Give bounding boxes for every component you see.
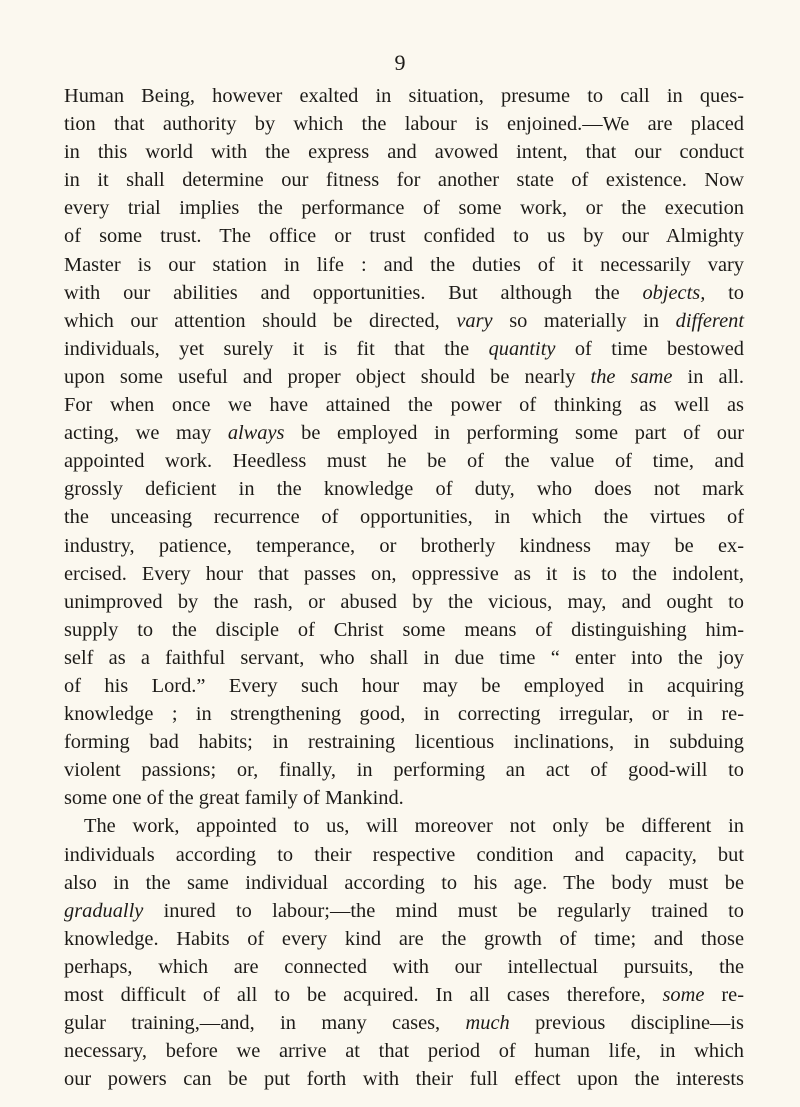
text-line bbox=[64, 1009, 744, 1037]
text-segment: which our attention should be directed, bbox=[64, 309, 457, 332]
italic-segment: gradually bbox=[64, 899, 144, 922]
text-line bbox=[64, 307, 744, 335]
text-line bbox=[64, 279, 744, 307]
text-segment: every trial implies the performance of some work, or the execution bbox=[64, 197, 744, 220]
italic-segment: different bbox=[675, 309, 744, 332]
text-segment: with our abilities and opportunities. But although the bbox=[64, 281, 643, 304]
text-line bbox=[64, 588, 744, 616]
text-segment: The work, appointed to us, will moreover not only be different in bbox=[84, 815, 744, 838]
text-segment: acting, we may bbox=[64, 422, 228, 445]
text-segment: inured to labour;—the mind must be regularly trained to bbox=[143, 899, 744, 922]
text-segment: individuals according to their respective condition and capacity, but bbox=[64, 843, 744, 866]
text-segment: appointed work. Heedless must he be of the value of time, and bbox=[64, 450, 744, 473]
text-segment: gular training,—and, in many cases, bbox=[64, 1012, 466, 1035]
text-segment: of his Lord.” Every such hour may be employed in acquiring bbox=[64, 674, 744, 697]
text-segment: perhaps, which are connected with our intellectual pursuits, the bbox=[64, 955, 744, 978]
text-line bbox=[64, 110, 744, 138]
text-segment: industry, patience, temperance, or brotherly kindness may be ex- bbox=[64, 534, 744, 557]
text-line bbox=[64, 363, 744, 391]
text-segment: forming bad habits; in restraining licentious inclinations, in subduing bbox=[64, 731, 744, 754]
text-segment: most difficult of all to be acquired. In all cases therefore, some re- bbox=[64, 984, 744, 1006]
text-line bbox=[64, 194, 744, 222]
text-segment: of time bestowed bbox=[555, 337, 744, 360]
text-segment: knowledge. Habits of every kind are the growth of time; and those bbox=[64, 927, 744, 950]
text-segment: tion that authority by which the labour is enjoined.—We are placed bbox=[64, 113, 744, 136]
text-segment: some one of the great family of Mankind. bbox=[64, 787, 404, 810]
text-line bbox=[64, 756, 744, 784]
text-line bbox=[64, 728, 744, 756]
italic-segment: always bbox=[227, 422, 285, 445]
text-line bbox=[64, 475, 744, 503]
italic-segment: vary bbox=[456, 309, 493, 332]
text-segment: in all. bbox=[672, 365, 744, 388]
body-text bbox=[64, 82, 744, 1093]
text-segment: of some trust. The office or trust confided to us by our Almighty bbox=[64, 225, 744, 248]
text-line bbox=[64, 560, 744, 588]
text-segment: upon some useful and proper object should be nearly bbox=[64, 365, 591, 388]
text-segment: For when once we have attained the power of thinking as well as bbox=[64, 394, 744, 417]
text-segment: the unceasing recurrence of opportunities, in which the virtues of bbox=[64, 506, 744, 529]
text-line bbox=[64, 391, 744, 419]
text-line bbox=[64, 251, 744, 279]
italic-segment: objects, bbox=[642, 281, 706, 304]
text-segment: grossly deficient in the knowledge of duty, who does not mark bbox=[64, 478, 744, 501]
text-line bbox=[64, 447, 744, 475]
text-segment: previous discipline—is bbox=[509, 1012, 744, 1035]
text-segment: necessary, before we arrive at that period of human life, in which bbox=[64, 1040, 744, 1063]
text-line bbox=[64, 644, 744, 672]
text-line bbox=[64, 925, 744, 953]
text-segment: in this world with the express and avowed intent, that our conduct bbox=[64, 141, 744, 164]
text-segment: so materially in bbox=[492, 309, 676, 332]
text-line bbox=[64, 82, 744, 110]
text-line bbox=[64, 1037, 744, 1065]
text-line bbox=[64, 166, 744, 194]
text-line bbox=[64, 532, 744, 560]
text-line bbox=[64, 897, 744, 925]
text-line bbox=[64, 812, 744, 840]
text-line bbox=[64, 419, 744, 447]
italic-segment: the same bbox=[590, 365, 673, 388]
italic-segment: much bbox=[465, 1012, 510, 1035]
text-segment: knowledge ; in strengthening good, in correcting irregular, or in re- bbox=[64, 703, 744, 726]
text-line bbox=[64, 1065, 744, 1093]
text-segment: ercised. Every hour that passes on, oppressive as it is to the indolent, bbox=[64, 562, 744, 585]
text-line bbox=[64, 503, 744, 531]
text-line bbox=[64, 953, 744, 981]
text-segment: to bbox=[705, 281, 744, 304]
text-line bbox=[64, 616, 744, 644]
text-line bbox=[64, 700, 744, 728]
text-segment: Human Being, however exalted in situation, presume to call in ques- bbox=[64, 85, 744, 107]
text-segment: individuals, yet surely it is fit that the bbox=[64, 337, 489, 360]
text-segment: in it shall determine our fitness for another state of existence. Now bbox=[64, 169, 744, 192]
text-line bbox=[64, 138, 744, 166]
text-segment: unimproved by the rash, or abused by the vicious, may, and ought to bbox=[64, 590, 744, 613]
text-segment: Master is our station in life : and the duties of it necessarily vary bbox=[64, 253, 744, 276]
text-line bbox=[64, 981, 744, 1009]
text-line bbox=[64, 222, 744, 250]
text-line bbox=[64, 841, 744, 869]
text-line bbox=[64, 335, 744, 363]
text-line bbox=[64, 784, 744, 812]
italic-segment: quantity bbox=[488, 337, 556, 360]
text-segment: also in the same individual according to his age. The body must be bbox=[64, 871, 744, 894]
page-number: 9 bbox=[394, 50, 406, 75]
text-segment: be employed in performing some part of our bbox=[284, 422, 744, 445]
text-segment: our powers can be put forth with their full effect upon the interests bbox=[64, 1068, 744, 1091]
text-segment: violent passions; or, finally, in performing an act of good-will to bbox=[64, 759, 744, 782]
text-segment: supply to the disciple of Christ some means of distinguishing him- bbox=[64, 618, 744, 641]
text-segment: self as a faithful servant, who shall in due time “ enter into the joy bbox=[64, 646, 744, 669]
text-line bbox=[64, 869, 744, 897]
text-line bbox=[64, 672, 744, 700]
